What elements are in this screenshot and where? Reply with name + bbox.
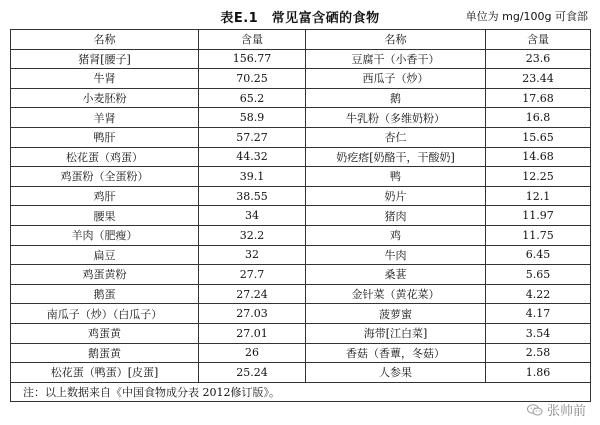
table-body [11, 49, 591, 382]
selenium-value-cell: 11.75 [486, 225, 591, 245]
selenium-value-cell: 26 [199, 343, 306, 363]
selenium-food-table [10, 29, 591, 402]
selenium-value-cell: 4.22 [486, 284, 591, 304]
watermark [527, 400, 586, 419]
food-name-cell: 鸡蛋黄粉 [11, 265, 199, 285]
table-row [11, 88, 591, 108]
food-name-cell: 牛肉 [306, 245, 486, 265]
food-name-cell: 小麦胚粉 [11, 88, 199, 108]
food-name-cell: 羊肉（肥瘦） [11, 225, 199, 245]
food-name-cell: 鸭肝 [11, 127, 199, 147]
selenium-value-cell: 17.68 [486, 88, 591, 108]
food-name-cell: 南瓜子（炒）（白瓜子） [11, 304, 199, 324]
table-row [11, 147, 591, 167]
table-row [11, 363, 591, 383]
selenium-value-cell: 58.9 [199, 108, 306, 128]
food-name-cell: 菠萝蜜 [306, 304, 486, 324]
food-name-cell: 羊肾 [11, 108, 199, 128]
food-name-cell: 鸡 [306, 225, 486, 245]
table-row [11, 186, 591, 206]
selenium-value-cell: 4.17 [486, 304, 591, 324]
source-note: 注：以上数据来自《中国食物成分表 2012修订版》。 [11, 382, 591, 402]
selenium-value-cell: 44.32 [199, 147, 306, 167]
selenium-value-cell: 12.1 [486, 186, 591, 206]
table-header-row [11, 30, 591, 50]
selenium-value-cell: 14.68 [486, 147, 591, 167]
selenium-value-cell: 23.44 [486, 69, 591, 89]
selenium-value-cell: 27.03 [199, 304, 306, 324]
header-value-1: 含量 [199, 30, 306, 50]
food-name-cell: 扁豆 [11, 245, 199, 265]
selenium-value-cell: 156.77 [199, 49, 306, 69]
food-name-cell: 猪肉 [306, 206, 486, 226]
table-row [11, 127, 591, 147]
table-row [11, 245, 591, 265]
food-name-cell: 人参果 [306, 363, 486, 383]
food-name-cell: 香菇（香蕈，冬菇） [306, 343, 486, 363]
food-name-cell: 鹅蛋黄 [11, 343, 199, 363]
selenium-value-cell: 23.6 [486, 49, 591, 69]
food-name-cell: 西瓜子（炒） [306, 69, 486, 89]
food-name-cell: 豆腐干（小香干） [306, 49, 486, 69]
watermark-text: 张帅前 [546, 404, 586, 419]
selenium-value-cell: 1.86 [486, 363, 591, 383]
table-row [11, 284, 591, 304]
selenium-value-cell: 15.65 [486, 127, 591, 147]
selenium-value-cell: 39.1 [199, 167, 306, 187]
food-name-cell: 杏仁 [306, 127, 486, 147]
selenium-value-cell: 11.97 [486, 206, 591, 226]
selenium-value-cell: 70.25 [199, 69, 306, 89]
table-row [11, 343, 591, 363]
page-title: 表E.1 常见富含硒的食物 [220, 11, 380, 26]
food-name-cell: 腰果 [11, 206, 199, 226]
selenium-value-cell: 3.54 [486, 323, 591, 343]
food-name-cell: 鸡肝 [11, 186, 199, 206]
header-name-1: 名称 [11, 30, 199, 50]
food-name-cell: 牛肾 [11, 69, 199, 89]
table-row [11, 167, 591, 187]
header-name-2: 名称 [306, 30, 486, 50]
unit-label: 单位为 mg/100g 可食部 [465, 10, 588, 23]
food-name-cell: 奶疙瘩[奶酪干，干酸奶] [306, 147, 486, 167]
selenium-value-cell: 27.7 [199, 265, 306, 285]
selenium-value-cell: 6.45 [486, 245, 591, 265]
food-name-cell: 鸭 [306, 167, 486, 187]
selenium-value-cell: 34 [199, 206, 306, 226]
selenium-value-cell: 25.24 [199, 363, 306, 383]
food-name-cell: 猪肾[腰子] [11, 49, 199, 69]
food-name-cell: 牛乳粉（多维奶粉） [306, 108, 486, 128]
selenium-value-cell: 5.65 [486, 265, 591, 285]
table-row [11, 225, 591, 245]
food-name-cell: 松花蛋（鸭蛋）[皮蛋] [11, 363, 199, 383]
selenium-value-cell: 57.27 [199, 127, 306, 147]
table-row [11, 206, 591, 226]
selenium-value-cell: 2.58 [486, 343, 591, 363]
food-name-cell: 桑葚 [306, 265, 486, 285]
food-name-cell: 奶片 [306, 186, 486, 206]
food-name-cell: 鹅 [306, 88, 486, 108]
food-name-cell: 鸡蛋黄 [11, 323, 199, 343]
selenium-value-cell: 32.2 [199, 225, 306, 245]
selenium-value-cell: 32 [199, 245, 306, 265]
food-name-cell: 海带[江白菜] [306, 323, 486, 343]
selenium-value-cell: 65.2 [199, 88, 306, 108]
selenium-value-cell: 16.8 [486, 108, 591, 128]
note-row [11, 382, 591, 402]
table-row [11, 304, 591, 324]
selenium-value-cell: 27.24 [199, 284, 306, 304]
selenium-value-cell: 12.25 [486, 167, 591, 187]
food-name-cell: 鸡蛋粉（全蛋粉） [11, 167, 199, 187]
food-name-cell: 鹅蛋 [11, 284, 199, 304]
food-name-cell: 松花蛋（鸡蛋） [11, 147, 199, 167]
selenium-value-cell: 38.55 [199, 186, 306, 206]
table-row [11, 265, 591, 285]
table-row [11, 69, 591, 89]
table-row [11, 108, 591, 128]
table-row [11, 323, 591, 343]
food-name-cell: 金针菜（黄花菜） [306, 284, 486, 304]
header-value-2: 含量 [486, 30, 591, 50]
table-row [11, 49, 591, 69]
selenium-value-cell: 27.01 [199, 323, 306, 343]
wechat-icon [527, 404, 543, 416]
